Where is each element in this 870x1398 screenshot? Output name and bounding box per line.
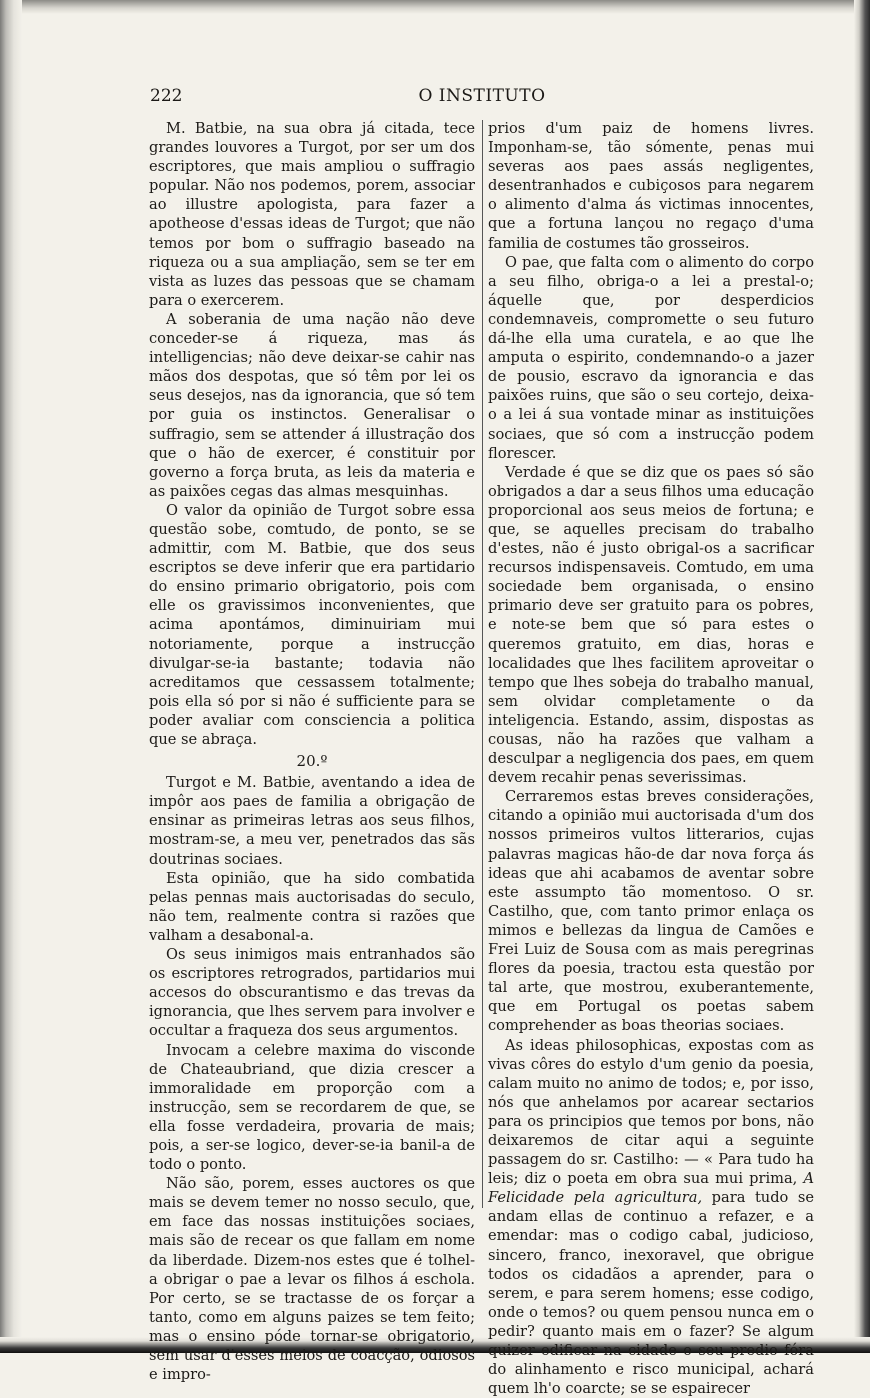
paragraph: Esta opinião, que ha sido combatida pelas pennas mais auctorisadas do seculo, não tem, realmente contra si razões que valham a desabonal-a.: [149, 869, 475, 945]
paragraph: Verdade é que se diz que os paes só são obrigados a dar a seus filhos uma educação proporcional aos seus meios de fortuna; e que, se aquelles precisam do trabalho d'estes, não é justo obrigal-os a sacrificar recursos indispensaveis. Comtudo, em uma sociedade bem organisada, o ensino primario deve ser gratuito para os pobres, e note-se bem que só para estes o queremos gratuito, em dias, horas e localidades que lhes facilitem aproveitar o tempo que lhes sobeja do trabalho manual, sem olvidar completamente o da inteligencia. Estando, assim, dispostas as cousas, não ha razões que valham a desculpar a negligencia dos paes, em quem devem recahir penas severissimas.: [488, 463, 814, 788]
paragraph: M. Batbie, na sua obra já citada, tece grandes louvores a Turgot, por ser um dos escriptores, que mais ampliou o suffragio popular. Não nos podemos, porem, associar ao illustre apologista, para fazer a apotheose d'essas ideas de Turgot; que não temos por bom o suffragio baseado na riqueza ou a sua ampliação, sem se ter em vista as luzes das pessoas que se chamam para o exercerem.: [149, 119, 475, 310]
paragraph: Cerraremos estas breves considerações, citando a opinião mui auctorisada d'um dos nossos primeiros vultos litterarios, cujas palavras magicas hão-de dar nova força ás ideas que ahi acabamos de aventar sobre este assumpto tão momentoso. O sr. Castilho, que, com tanto primor enlaça os mimos e bellezas da lingua de Camões e Frei Luiz de Sousa com as mais peregrinas flores da poesia, tractou esta questão por tal arte, que mostrou, exuberantemente, que em Portugal os poetas sabem comprehender as boas theorias sociaes.: [488, 787, 814, 1035]
paragraph: O pae, que falta com o alimento do corpo a seu filho, obriga-o a lei a prestal-o; áquelle que, por desperdicios condemnaveis, compromette o seu futuro dá-lhe ella uma curatela, e ao que lhe amputa o espirito, condemnando-o a jazer de pousio, escravo da ignorancia e das paixões ruins, que são o seu cortejo, deixa-o a lei á sua vontade minar as instituições sociaes, que só com a instrucção podem florescer.: [488, 253, 814, 463]
text-run: para tudo se andam ellas de continuo a refazer, e a emendar: mas o codigo cabal, judicioso, sincero, franco, inexoravel, que obrigue todos os cidadãos a aprender, para o serem, e para serem homens; esse codigo, onde o temos? ou quem pensou nunca em o pedir? quanto mais em o fazer? Se algum quizer edificar na cidade o seu predio fóra do alinhamento e risco municipal, achará quem lh'o coarcte; se se espairecer: [488, 1189, 814, 1397]
paragraph: O valor da opinião de Turgot sobre essa questão sobe, comtudo, de ponto, se se admittir, com M. Batbie, que dos seus escriptos se deve inferir que era partidario do ensino primario obrigatorio, pois com elle os gravissimos inconvenientes, que acima apontámos, diminuiriam mui notoriamente, porque a instrucção divulgar-se-ia bastante; todavia não acreditamos que cessassem totalmente; pois ella só por si não é sufficiente para se poder avaliar com consciencia a politica que se abraça.: [149, 501, 475, 749]
paragraph: A soberania de uma nação não deve conceder-se á riqueza, mas ás intelligencias; não deve deixar-se cahir nas mãos dos despotas, que só têm por lei os seus desejos, nas da ignorancia, que só tem por guia os instinctos. Generalisar o suffragio, sem se attender á illustração dos que o hão de exercer, é constituir por governo a força bruta, as leis da materia e as paixões cegas das almas mesquinhas.: [149, 310, 475, 501]
section-heading: 20.º: [149, 752, 475, 771]
cited-work-title: A Felicidade pela agricultura,: [488, 1170, 814, 1206]
paragraph: prios d'um paiz de homens livres. Imponham-se, tão sómente, penas mui severas aos paes assás negligentes, desentranhados e cubiçosos para negarem o alimento d'alma ás victimas innocentes, que a fortuna lançou no regaço d'uma familia de costumes tão grosseiros.: [488, 119, 814, 253]
text-run: As ideas philosophicas, expostas com as vivas côres do estylo d'um genio da poesia, calam muito no animo de todos; e, por isso, nós que anhelamos por acarear sectarios para os principios que temos por bons, não deixaremos de citar aqui a seguinte passagem do sr. Castilho: — « Para tudo ha leis; diz o poeta em obra sua mui prima,: [488, 1037, 814, 1188]
running-title: O INSTITUTO: [150, 86, 814, 106]
column-divider: [482, 120, 483, 1208]
page-top-edge: [0, 0, 870, 14]
book-gutter: [0, 0, 22, 1353]
paragraph-with-quotation: [488, 1036, 814, 1398]
page-header: [150, 86, 814, 112]
page-number: 222: [150, 86, 182, 106]
left-column: [149, 119, 475, 1384]
page-right-edge: [854, 0, 870, 1353]
paragraph: Turgot e M. Batbie, aventando a idea de impôr aos paes de familia a obrigação de ensinar as primeiras letras aos seus filhos, mostram-se, a meu ver, penetrados das sãs doutrinas sociaes.: [149, 773, 475, 868]
right-column: [488, 119, 814, 1398]
paragraph: Invocam a celebre maxima do visconde de Chateaubriand, que dizia crescer a immoralidade em proporção com a instrucção, sem se recordarem de que, se ella fosse verdadeira, provaria de mais; pois, a ser-se logico, dever-se-ia banil-a de todo o ponto.: [149, 1041, 475, 1175]
paragraph: Não são, porem, esses auctores os que mais se devem temer no nosso seculo, que, em face das nossas instituições sociaes, mais são de recear os que fallam em nome da liberdade. Dizem-nos estes que é tolhel-a obrigar o pae a levar os filhos á eschola. Por certo, se se tractasse de os forçar a tanto, como em alguns paizes se tem feito; mas o ensino póde tornar-se obrigatorio, sem usar d'esses meios de coacção, odiosos e impro-: [149, 1174, 475, 1384]
paragraph: Os seus inimigos mais entranhados são os escriptores retrogrados, partidarios mui accesos do obscurantismo e das trevas da ignorancia, que lhes servem para involver e occultar a fraqueza dos seus argumentos.: [149, 945, 475, 1040]
